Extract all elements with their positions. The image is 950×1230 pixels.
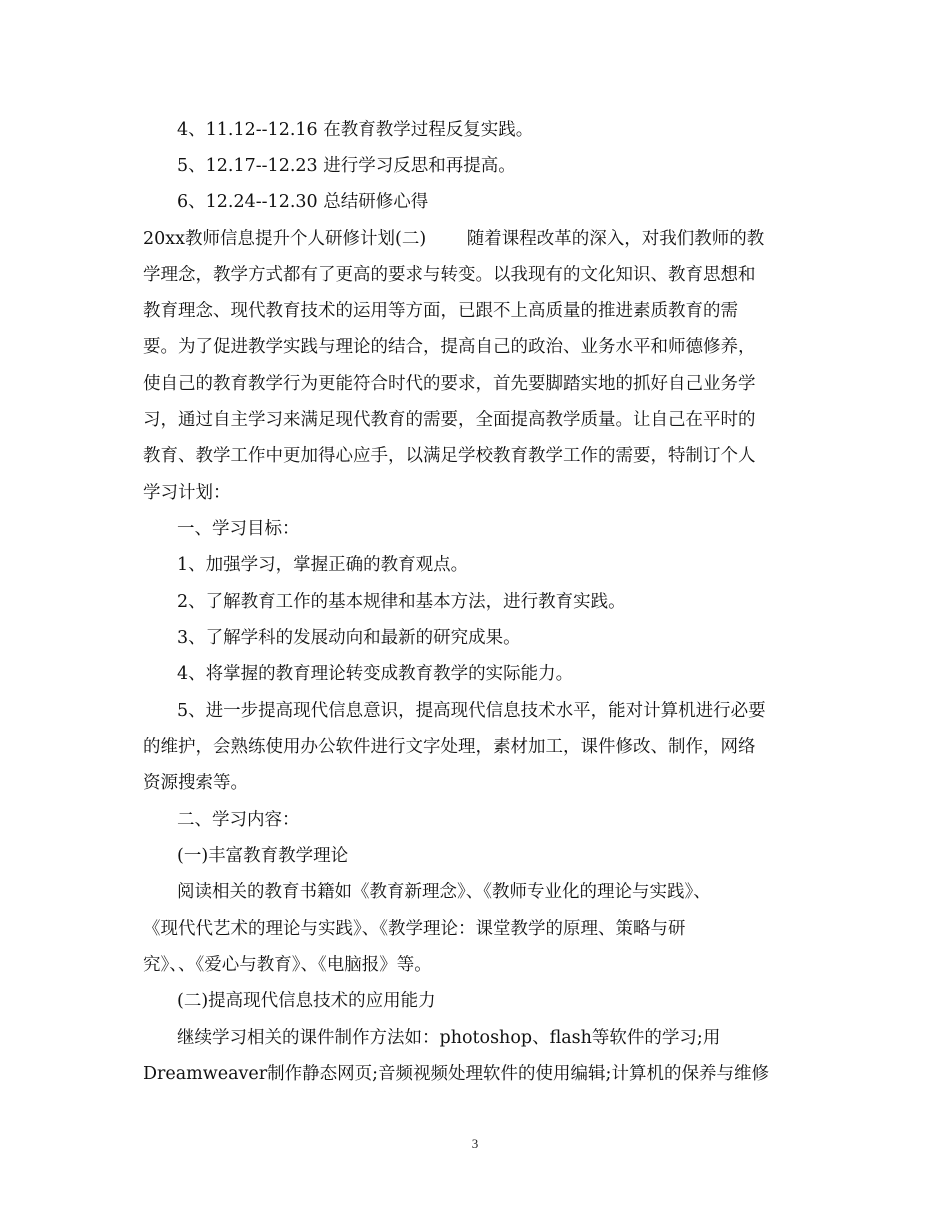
text-line: 学习计划： <box>143 483 231 503</box>
text-line: 阅读相关的教育书籍如《教育新理念》、《教师专业化的理论与实践》、 <box>177 882 711 902</box>
text-line: 6、12.24--12.30 总结研修心得 <box>177 192 429 212</box>
text-line: 5、12.17--12.23 进行学习反思和再提高。 <box>177 156 516 176</box>
text-line: 使自己的教育教学行为更能符合时代的要求，首先要脚踏实地的抓好自己业务学 <box>143 374 756 394</box>
list-item: 3、了解学科的发展动向和最新的研究成果。 <box>177 628 521 648</box>
list-item: 2、了解教育工作的基本规律和基本方法，进行教育实践。 <box>177 592 626 612</box>
text-line: 究》、、《爱心与教育》、《电脑报》等。 <box>143 955 432 975</box>
text-line: 继续学习相关的课件制作方法如：photoshop、flash等软件的学习;用 <box>177 1028 721 1048</box>
text-line: 教育、教学工作中更加得心应手，以满足学校教育教学工作的需要，特制订个人 <box>143 446 756 466</box>
section-heading: 一、学习目标： <box>177 519 300 539</box>
text-line: 要。为了促进教学实践与理论的结合，提高自己的政治、业务水平和师德修养， <box>143 337 756 357</box>
text-line: 20xx教师信息提升个人研修计划(二) 随着课程改革的深入，对我们教师的教 <box>143 229 765 249</box>
list-item: 1、加强学习，掌握正确的教育观点。 <box>177 555 469 575</box>
text-line: 教育理念、现代教育技术的运用等方面，已跟不上高质量的推进素质教育的需 <box>143 301 738 321</box>
subsection-heading: (一)丰富教育教学理论 <box>177 846 349 866</box>
text-line: Dreamweaver制作静态网页;音频视频处理软件的使用编辑;计算机的保养与维修 <box>143 1064 769 1084</box>
section-heading: 二、学习内容： <box>177 810 300 830</box>
list-item: 4、将掌握的教育理论转变成教育教学的实际能力。 <box>177 664 574 684</box>
text-line: 4、11.12--12.16 在教育教学过程反复实践。 <box>177 120 534 140</box>
page-number: 3 <box>471 1136 479 1151</box>
text-line: 学理念，教学方式都有了更高的要求与转变。以我现有的文化知识、教育思想和 <box>143 265 756 285</box>
subsection-heading: (二)提高现代信息技术的应用能力 <box>177 991 436 1011</box>
list-item: 5、进一步提高现代信息意识，提高现代信息技术水平，能对计算机进行必要 <box>177 701 766 721</box>
text-line: 《现代代艺术的理论与实践》、《教学理论：课堂教学的原理、策略与研 <box>143 919 686 939</box>
text-line: 习，通过自主学习来满足现代教育的需要，全面提高教学质量。让自己在平时的 <box>143 410 756 430</box>
text-line: 资源搜索等。 <box>143 773 248 793</box>
text-line: 的维护，会熟练使用办公软件进行文字处理，素材加工，课件修改、制作，网络 <box>143 737 756 757</box>
